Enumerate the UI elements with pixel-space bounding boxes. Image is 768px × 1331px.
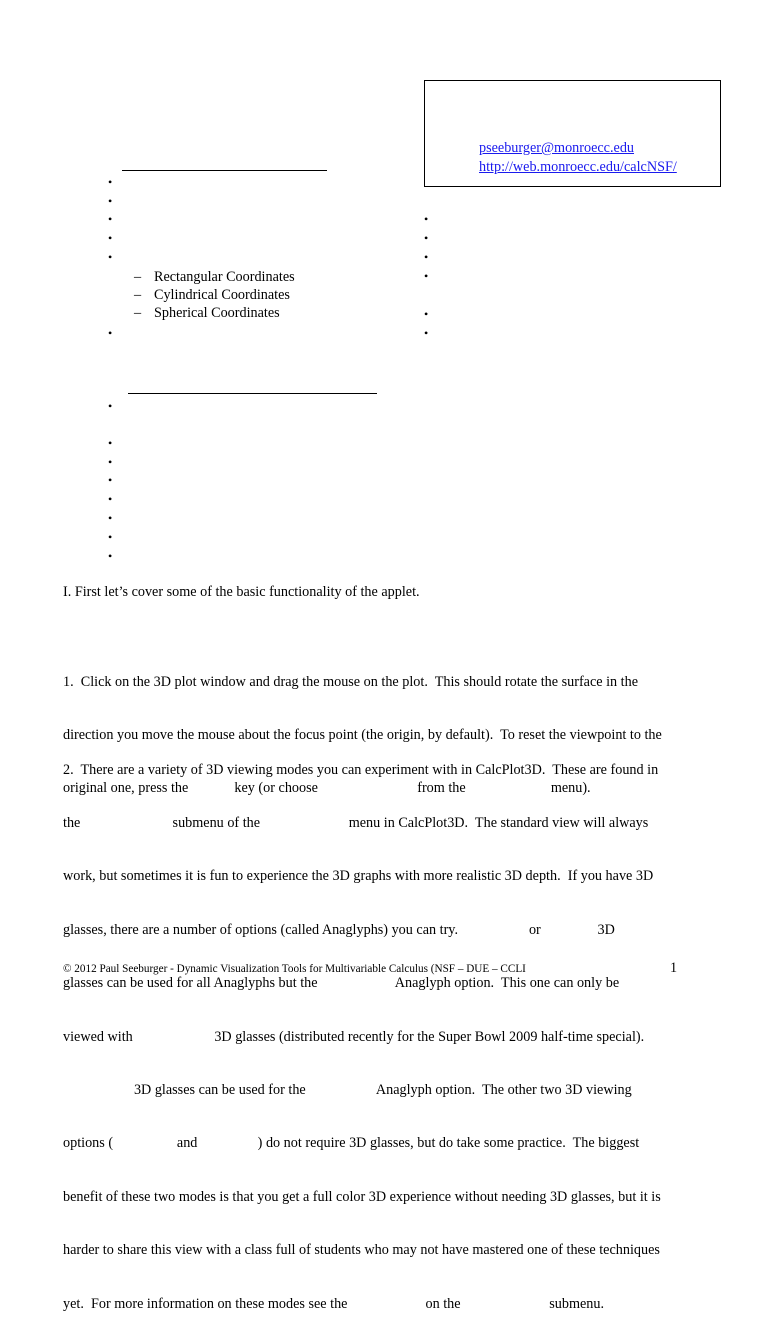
paragraph-line: 1. Click on the 3D plot window and drag the mouse on the plot. This should rotate the surface in the bbox=[63, 673, 639, 690]
list-bullet: • bbox=[108, 326, 113, 340]
list-bullet: • bbox=[108, 492, 113, 506]
sub-list-item: – Cylindrical Coordinates bbox=[134, 287, 290, 303]
paragraph-line: options ( and ) do not require 3D glasses, but do take some practice. The biggest bbox=[63, 1135, 640, 1152]
list-bullet: • bbox=[108, 175, 113, 189]
paragraph-line: yet. For more information on these modes see the on the submenu. bbox=[63, 1295, 605, 1312]
paragraph-line: original one, press the key (or choose from the menu). bbox=[63, 780, 591, 797]
paragraph-line: harder to share this view with a class full of students who may not have mastered one of these techniques bbox=[63, 1242, 660, 1259]
list-bullet: • bbox=[424, 269, 429, 283]
list-bullet: • bbox=[108, 530, 113, 544]
list-bullet: • bbox=[108, 231, 113, 245]
paragraph-line: direction you move the mouse about the focus point (the origin, by default). To reset the viewpoint to the bbox=[63, 726, 662, 743]
list-bullet: • bbox=[424, 250, 429, 264]
section-title: I. First let’s cover some of the basic functionality of the applet. bbox=[63, 584, 420, 600]
paragraph-line: glasses can be used for all Anaglyphs but the Anaglyph option. This one can only be bbox=[63, 975, 620, 992]
paragraph-line: 3D glasses can be used for the Anaglyph option. The other two 3D viewing bbox=[63, 1081, 632, 1098]
paragraph-line: 2. There are a variety of 3D viewing modes you can experiment with in CalcPlot3D. These are found in bbox=[63, 761, 659, 778]
paragraph-line: work, but sometimes it is fun to experience the 3D graphs with more realistic 3D depth. If you have 3D bbox=[63, 868, 654, 885]
paragraph-2 bbox=[63, 726, 723, 1331]
website-link[interactable]: http://web.monroecc.edu/calcNSF/ bbox=[479, 159, 677, 175]
paragraph-line: glasses, there are a number of options (called Anaglyphs) you can try. or 3D bbox=[63, 921, 615, 938]
sub-list-item: – Spherical Coordinates bbox=[134, 305, 280, 321]
email-link[interactable]: pseeburger@monroecc.edu bbox=[479, 140, 635, 156]
list-bullet: • bbox=[108, 511, 113, 525]
list-bullet: • bbox=[108, 455, 113, 469]
list-bullet: • bbox=[108, 399, 113, 413]
list-bullet: • bbox=[108, 194, 113, 208]
paragraph-line: benefit of these two modes is that you get a full color 3D experience without needing 3D glasses, but it is bbox=[63, 1188, 661, 1205]
list-bullet: • bbox=[424, 326, 429, 340]
list-bullet: • bbox=[108, 473, 113, 487]
list-bullet: • bbox=[108, 250, 113, 264]
list-bullet: • bbox=[424, 307, 429, 321]
list-bullet: • bbox=[424, 231, 429, 245]
paragraph-line: viewed with 3D glasses (distributed recently for the Super Bowl 2009 half-time special). bbox=[63, 1028, 645, 1045]
footer-text: © 2012 Paul Seeburger - Dynamic Visualization Tools for Multivariable Calculus (NSF – DUE – CCLI bbox=[63, 963, 526, 975]
list-bullet: • bbox=[108, 549, 113, 563]
page-number: 1 bbox=[670, 960, 678, 976]
list-bullet: • bbox=[108, 212, 113, 226]
sub-list-item: – Rectangular Coordinates bbox=[134, 269, 295, 285]
list-bullet: • bbox=[108, 436, 113, 450]
paragraph-line: the submenu of the menu in CalcPlot3D. The standard view will always bbox=[63, 814, 649, 831]
heading-rule-2 bbox=[128, 393, 377, 394]
list-bullet: • bbox=[424, 212, 429, 226]
heading-rule-1 bbox=[122, 170, 327, 171]
